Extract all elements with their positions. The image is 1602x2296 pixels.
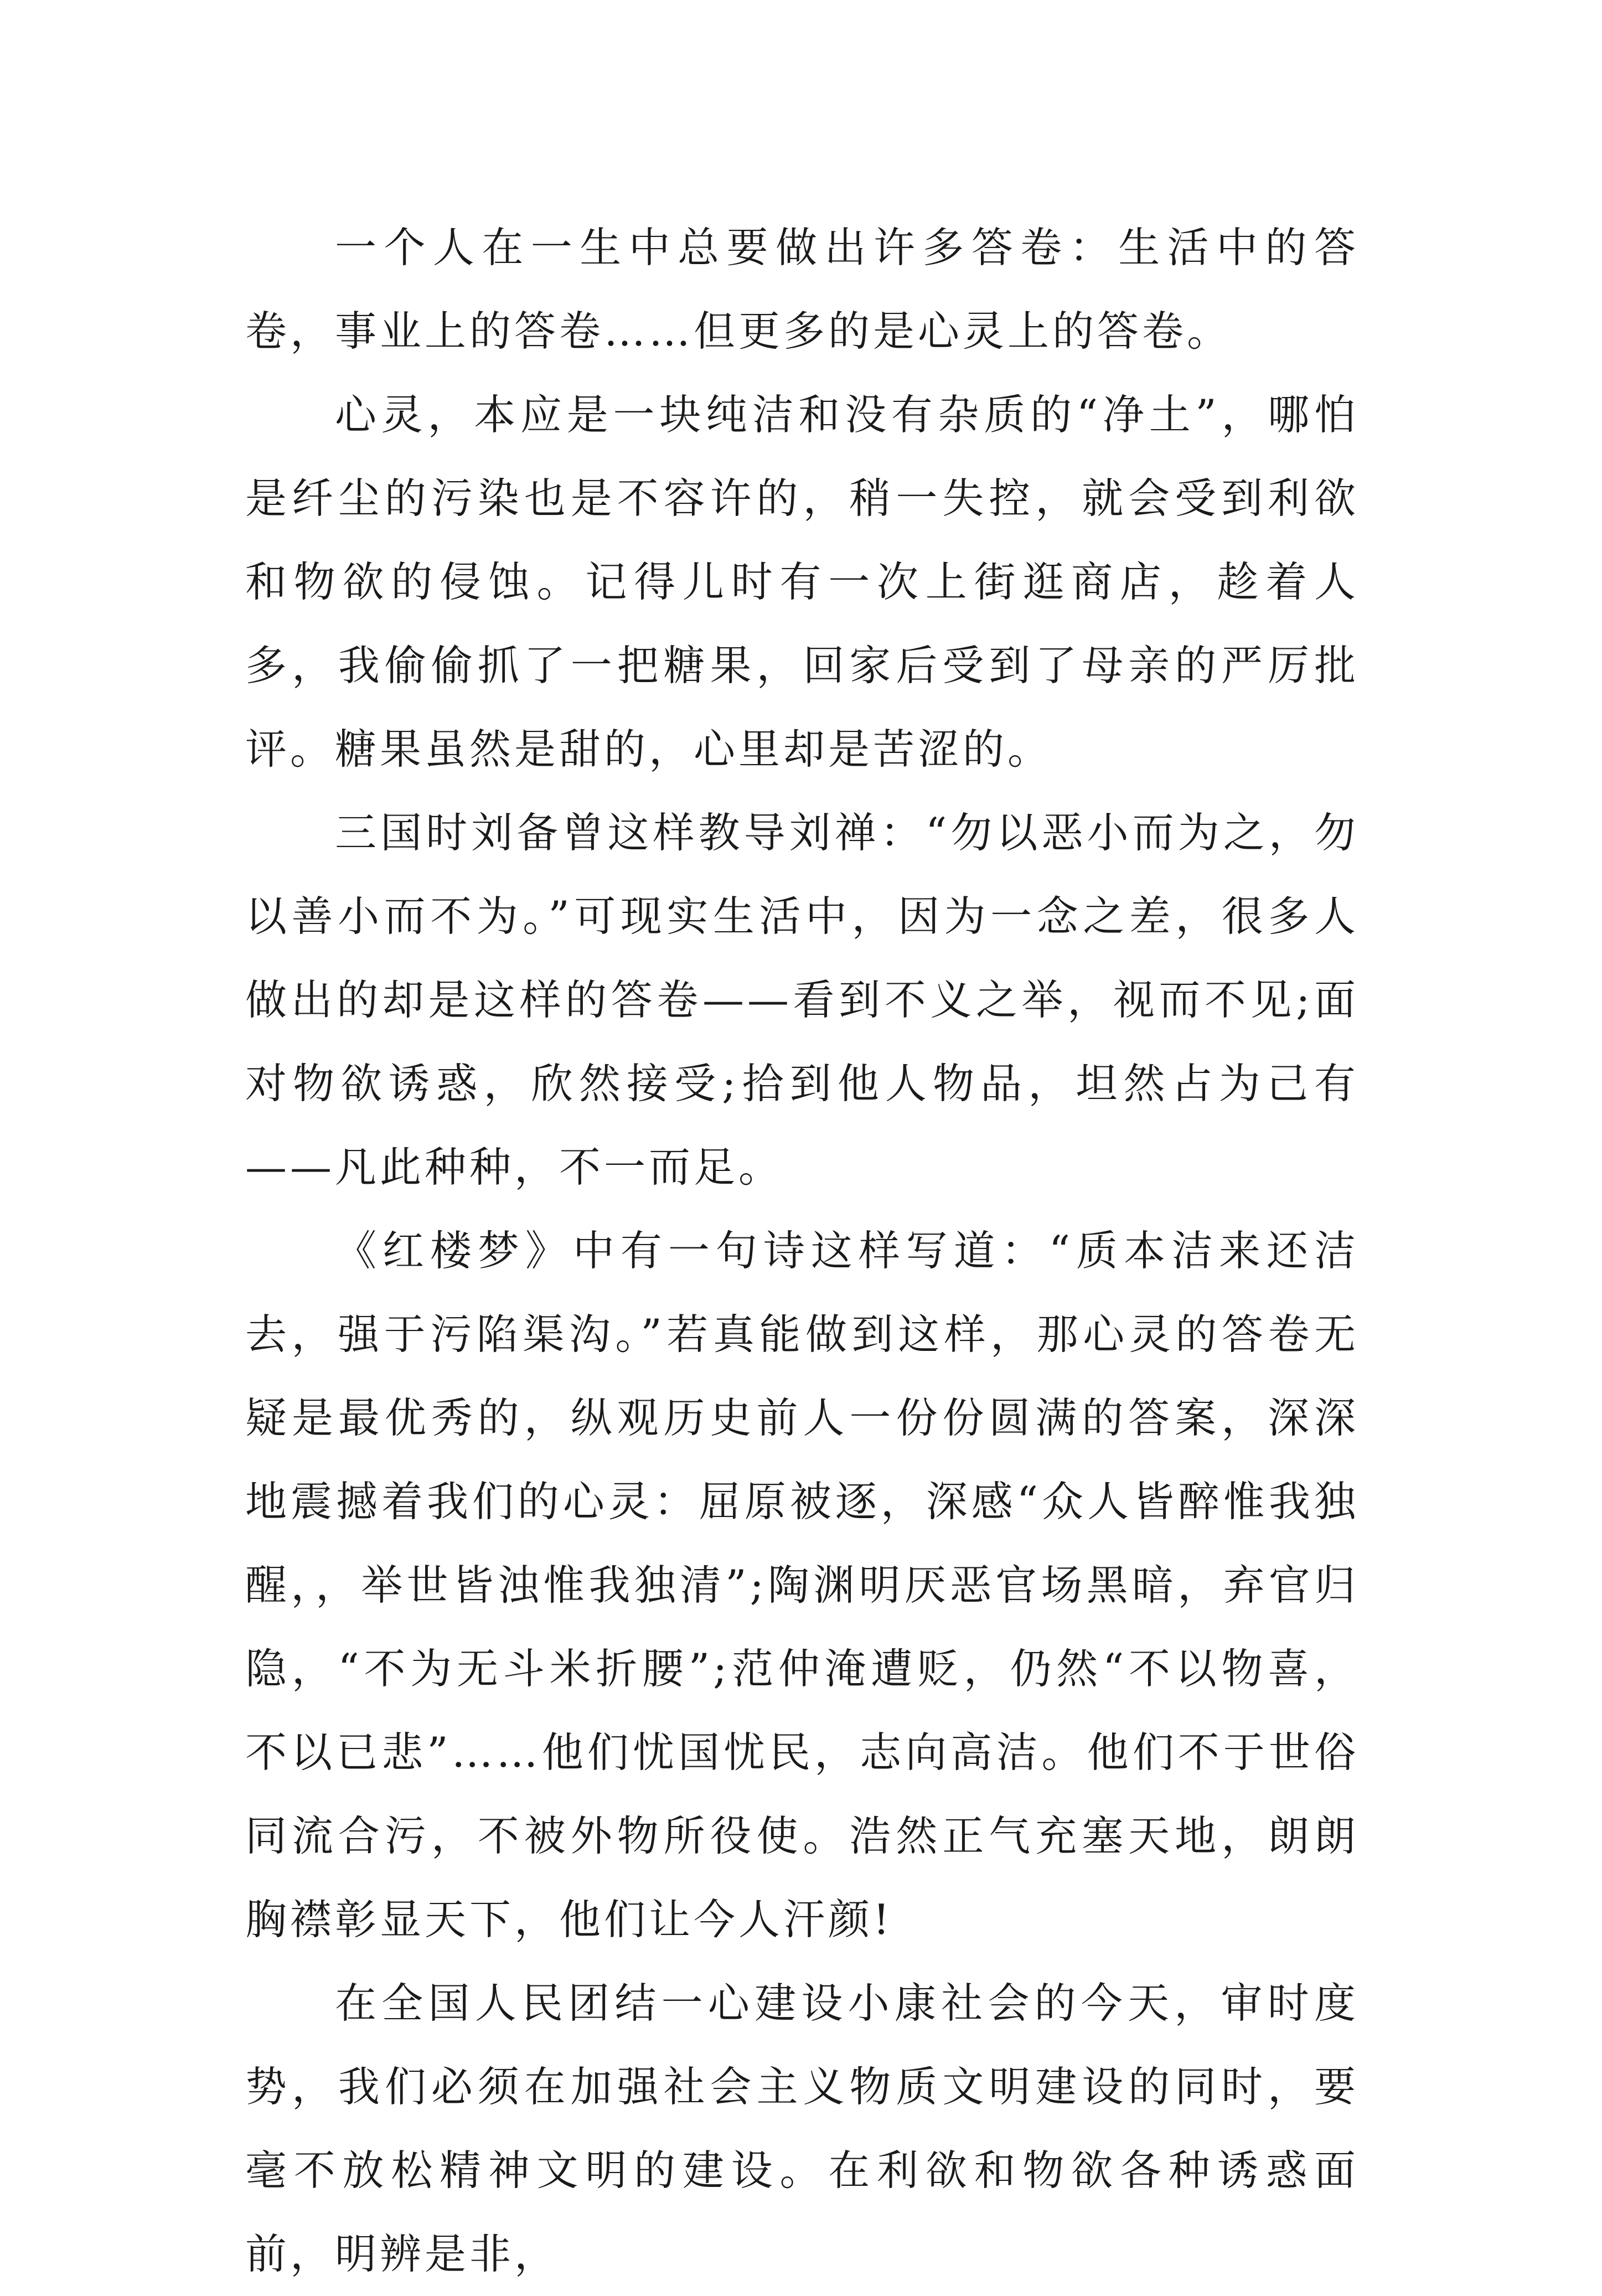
paragraph: 在全国人民团结一心建设小康社会的今天，审时度势，我们必须在加强社会主义物质文明建设的同时，要毫不放松精神文明的建设。在利欲和物欲各种诱惑面前，明辨是非，	[245, 1979, 1359, 2278]
paragraph: 一个人在一生中总要做出许多答卷：生活中的答卷，事业上的答卷……但更多的是心灵上的答卷。	[245, 223, 1359, 355]
paragraph: 心灵，本应是一块纯洁和没有杂质的“净土”，哪怕是纤尘的污染也是不容许的，稍一失控，就会受到利欲和物欲的侵蚀。记得儿时有一次上街逛商店，趁着人多，我偷偷抓了一把糖果，回家后受到了母亲的严厉批评。糖果虽然是甜的，心里却是苦涩的。	[245, 390, 1359, 773]
paragraph: 三国时刘备曾这样教导刘禅：“勿以恶小而为之，勿以善小而不为。”可现实生活中，因为一念之差，很多人做出的却是这样的答卷——看到不义之举，视而不见;面对物欲诱惑，欣然接受;拾到他人物品，坦然占为己有——凡此种种，不一而足。	[245, 808, 1359, 1191]
document-body	[245, 206, 1359, 2296]
paragraph: 《红楼梦》中有一句诗这样写道：“质本洁来还洁去，强于污陷渠沟。”若真能做到这样，那心灵的答卷无疑是最优秀的，纵观历史前人一份份圆满的答案，深深地震撼着我们的心灵：屈原被逐，深感“众人皆醉惟我独醒，，举世皆浊惟我独清”;陶渊明厌恶官场黑暗，弃官归隐，“不为无斗米折腰”;范仲淹遭贬，仍然“不以物喜，不以已悲”……他们忧国忧民，志向高洁。他们不于世俗同流合污，不被外物所役使。浩然正气充塞天地，朗朗胸襟彰显天下，他们让今人汗颜!	[245, 1226, 1359, 1944]
